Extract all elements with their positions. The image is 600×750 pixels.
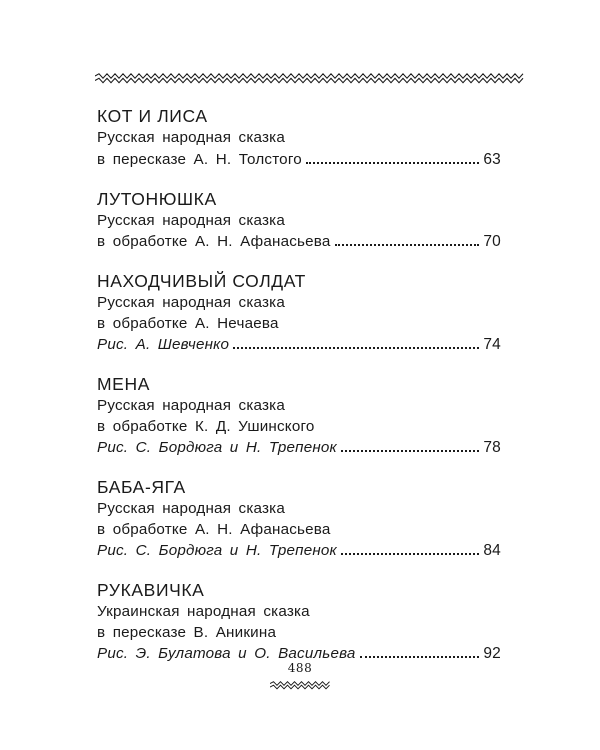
illustrator-credit: Рис. С. Бордюга и Н. Трепенок (97, 439, 337, 456)
story-title: КОТ И ЛИСА (97, 106, 208, 126)
story-subtitle-line: Украинская народная сказка (97, 603, 310, 620)
toc-entry[interactable] (97, 104, 501, 170)
dot-leader (341, 553, 479, 555)
story-subtitle-line: в пересказе В. Аникина (97, 623, 277, 641)
page-reference: 74 (483, 336, 501, 353)
leader-row (97, 334, 501, 355)
dot-leader (233, 347, 479, 349)
story-title: МЕНА (97, 374, 150, 394)
story-subtitle-line: Русская народная сказка (97, 294, 285, 311)
illustrator-credit: Рис. С. Бордюга и Н. Трепенок (97, 542, 337, 559)
story-title: БАБА-ЯГА (97, 477, 186, 497)
dot-leader (360, 656, 480, 658)
page-reference: 84 (483, 542, 501, 559)
table-of-contents (97, 104, 501, 681)
story-title: НАХОДЧИВЫЙ СОЛДАТ (97, 271, 306, 291)
story-subtitle-line: в пересказе А. Н. Толстого (97, 150, 302, 168)
story-title: ЛУТОНЮШКА (97, 188, 217, 209)
toc-entry[interactable] (97, 269, 501, 355)
story-subtitle-line: Русская народная сказка (97, 129, 285, 146)
story-subtitle-line: Русская народная сказка (97, 211, 285, 229)
page-number: 488 (287, 661, 313, 675)
story-title: РУКАВИЧКА (97, 580, 205, 600)
illustrator-credit: Рис. Э. Булатова и О. Васильева (97, 645, 356, 662)
dot-leader (335, 244, 480, 246)
bottom-wavy-ornament (270, 680, 330, 690)
toc-entry[interactable] (97, 475, 501, 561)
story-subtitle-line: в обработке А. Н. Афанасьева (97, 233, 331, 250)
story-subtitle-line: в обработке А. Н. Афанасьева (97, 520, 331, 538)
leader-row (97, 540, 501, 561)
toc-entry[interactable] (97, 372, 501, 458)
leader-row (97, 437, 501, 458)
page-reference: 78 (483, 439, 501, 456)
leader-row (97, 149, 501, 170)
toc-entry[interactable] (97, 578, 501, 664)
illustrator-credit: Рис. А. Шевченко (97, 336, 230, 353)
story-subtitle-line: Русская народная сказка (97, 397, 285, 414)
leader-row (97, 231, 501, 252)
story-subtitle-line: в обработке А. Нечаева (97, 314, 279, 332)
story-subtitle-line: Русская народная сказка (97, 500, 285, 517)
dot-leader (306, 162, 479, 164)
top-wavy-ornament (95, 72, 525, 84)
page-reference: 92 (483, 645, 501, 662)
story-subtitle-line: в обработке К. Д. Ушинского (97, 417, 315, 435)
dot-leader (341, 450, 479, 452)
toc-entry[interactable] (97, 187, 501, 253)
page-reference: 70 (483, 233, 501, 250)
page-reference: 63 (483, 150, 501, 168)
